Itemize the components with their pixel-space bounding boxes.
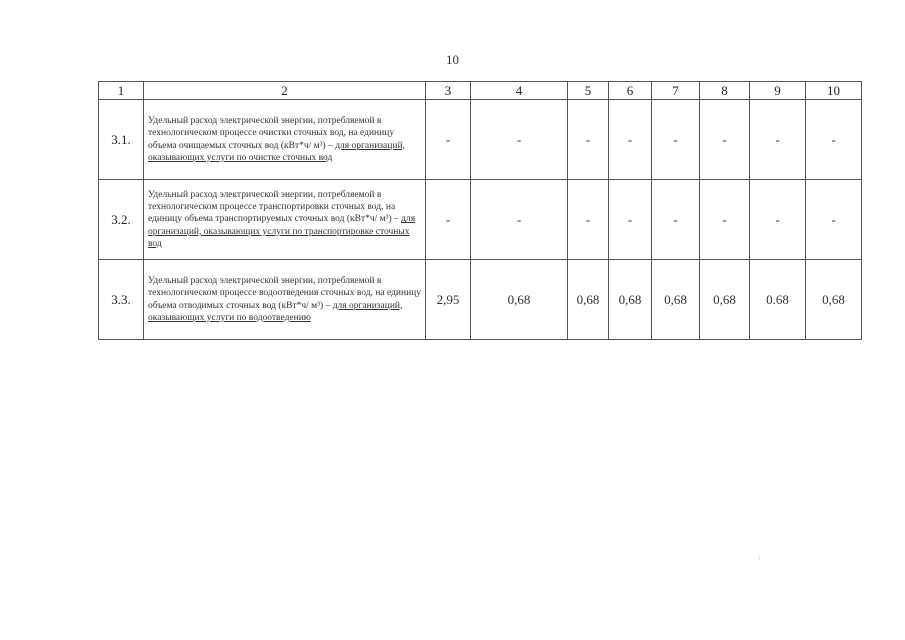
row-description <box>144 260 426 340</box>
value-cell: - <box>806 100 862 180</box>
value-cell: - <box>471 180 568 260</box>
table-row <box>99 180 862 260</box>
value-cell: - <box>806 180 862 260</box>
value-cell: 0.68 <box>750 260 806 340</box>
description-underlined: для организаций, оказывающих услуги по транспортировке сточных вод <box>148 214 416 249</box>
header-cell: 3 <box>426 82 471 100</box>
header-cell: 2 <box>144 82 426 100</box>
value-cell: - <box>609 180 652 260</box>
description-underlined: для организаций, оказывающих услуги по очистке сточных вод <box>148 140 405 163</box>
header-row <box>99 82 862 100</box>
value-cell: - <box>568 100 609 180</box>
description-text: Удельный расход электрической энергии, потребляемой в технологическом процессе транспортировки сточных вод, на единицу объема транспортируемых сточных вод (кВт*ч/ м³) – <box>148 189 402 225</box>
header-cell: 8 <box>700 82 750 100</box>
row-description <box>144 180 426 260</box>
value-cell: - <box>750 100 806 180</box>
header-cell: 6 <box>609 82 652 100</box>
table-body <box>99 82 862 340</box>
header-cell: 9 <box>750 82 806 100</box>
data-table <box>98 81 862 340</box>
value-cell: - <box>652 100 700 180</box>
value-cell: - <box>426 180 471 260</box>
value-cell: - <box>652 180 700 260</box>
value-cell: - <box>609 100 652 180</box>
table-row <box>99 260 862 340</box>
header-cell: 5 <box>568 82 609 100</box>
page-number: 10 <box>446 52 459 67</box>
value-cell: 0,68 <box>609 260 652 340</box>
header-cell: 10 <box>806 82 862 100</box>
value-cell: - <box>426 100 471 180</box>
value-cell: - <box>568 180 609 260</box>
value-cell: 2,95 <box>426 260 471 340</box>
description-text: Удельный расход электрической энергии, потребляемой в технологическом процессе водоотведения сточных вод, на единицу объема отводимых сточных вод (кВт*ч/ м³) – <box>148 276 421 311</box>
value-cell: 0,68 <box>471 260 568 340</box>
header-cell: 7 <box>652 82 700 100</box>
value-cell: 0,68 <box>568 260 609 340</box>
value-cell: 0,68 <box>806 260 862 340</box>
value-cell: - <box>700 100 750 180</box>
row-number: 3.2. <box>99 180 144 260</box>
description-underlined: для организаций, оказывающих услуги по водоотведению <box>148 300 403 323</box>
value-cell: 0,68 <box>652 260 700 340</box>
table-row <box>99 100 862 180</box>
header-cell: 1 <box>99 82 144 100</box>
description-text: Удельный расход электрической энергии, потребляемой в технологическом процессе очистки сточных вод, на единицу объема очищаемых сточных вод (кВт*ч/ м³) – <box>148 116 395 151</box>
value-cell: 0,68 <box>700 260 750 340</box>
value-cell: - <box>750 180 806 260</box>
row-description <box>144 100 426 180</box>
header-cell: 4 <box>471 82 568 100</box>
row-number: 3.1. <box>99 100 144 180</box>
value-cell: - <box>471 100 568 180</box>
value-cell: - <box>700 180 750 260</box>
row-number: 3.3. <box>99 260 144 340</box>
scan-mark: \ <box>758 553 761 562</box>
